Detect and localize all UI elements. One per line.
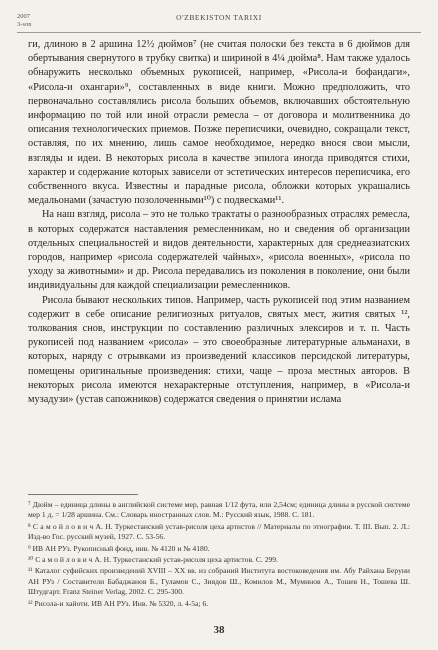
paragraph: ги, длиною в 2 аршина 12½ дюймов⁷ (не считая полоски без текста в 6 дюймов для обертывания свернутого в трубку свитка) и шириной в 4¼ дюйма⁸. Нам также удалось обнаружить несколько объемных рукописей, например, «Рисола-и бофандаги», «Рисола-и охангари»⁹, составленных в виде книги. Можно предположить, что первоначально составлялись рисола больших объемов, включавших обстоятельную информацию по той или иной отрасли ремесла – от договора и молитвенника до описания технологических приемов. Позже переписчики, очевидно, сокращали текст, оставляя, по их мнению, лишь самое необходимое, нередко внося свои мысли, взгляды и идеи. В некоторых рисола в качестве эпилога иногда приводятся стихи, характер и содержание которых зависели от эстетических интересов переписчика, его собственного вкуса. Известны и парадные рисола, обложки которых украшались медальонами (зачастую позолоченными¹⁰) с подвесками¹¹.	[28, 39, 410, 207]
footnote: ⁹ ИВ АН РУз. Рукописный фонд, инв. № 4120 и № 4180.	[28, 543, 210, 553]
issue-year: 2007	[17, 13, 30, 20]
footnote: ¹⁰ С а м о й л о в и ч А. Н. Туркестанский устав-рисоля цеха артистов. С. 299.	[28, 555, 278, 565]
header-rule	[17, 32, 421, 33]
issue-number: 3-son	[17, 20, 32, 28]
footnote: ⁸ С а м о й л о в и ч А. Н. Туркестанский устав-рисоля цеха артистов // Материалы по этнографии. Т. III. Вып. 2. Л.: Изд-во Гос. русский музей, 1927. С. 53-56.	[28, 521, 410, 542]
footnote-separator	[28, 494, 138, 495]
paragraph: На наш взгляд, рисола – это не только трактаты о разнообразных отраслях ремесла, в которых содержатся наставления ремесленникам, но и сведения об организации отдельных специальностей и видов деятельности, характерных для среднеазиатских городов, например «рисола содержателей чайных», «рисола военных», «рисола по уходу за животными» и др. Рисола передавались из поколения в поколение, они были индивидуальны для каждой специализации ремесленников.	[28, 209, 410, 292]
footnote: ¹¹ Каталог суфийских произведений XVIII – XX вв. из собраний Института востоковедения им. Абу Райхана Беруни АН РУз / Составители Бабаджанов Б., Гуламов С., Зиядов Ш., Комилов М., Муминов А., Тошев Н., Тошева Ш. Штудгарт. Franz Steiner Verlag, 2002. С. 295-300.	[28, 566, 410, 597]
page-number: 38	[213, 624, 225, 636]
footnotes	[28, 500, 410, 610]
running-head-title: O'ZBEKISTON TARIXI	[176, 13, 262, 22]
paragraph: Рисола бывают нескольких типов. Например, часть рукописей под этим названием содержит в себе описание религиозных ритуалов, святых мест, жития святых ¹², толкования снов, инструкции по составлению различных элексиров и т. п. Часть рукописей под названием «рисола» – это своеобразные литературные альманахи, в которых, наряду с отрывками из произведений классиков персидской литературы, помещены оригинальные произведения: стихи, чаще – проза местных авторов. В некоторых рисола имеются нехарактерные отступления, например, в «Рисола-и музадузи» (устав сапожников) содержатся сведения о принятии ислама	[28, 294, 410, 406]
footnote: ¹² Рисола-и хайоти. ИВ АН РУз. Инв. № 5320, л. 4-5а; 6.	[28, 598, 209, 608]
main-text	[28, 38, 410, 407]
footnote: ⁷ Дюйм – единица длины в английской системе мер, равная 1/12 фута, или 2,54см; единица длины в русской системе мер 1 д. = 1/28 аршина. См.: Словарь иностранных слов. М.: Русский язык, 1988. С. 181.	[28, 500, 410, 520]
